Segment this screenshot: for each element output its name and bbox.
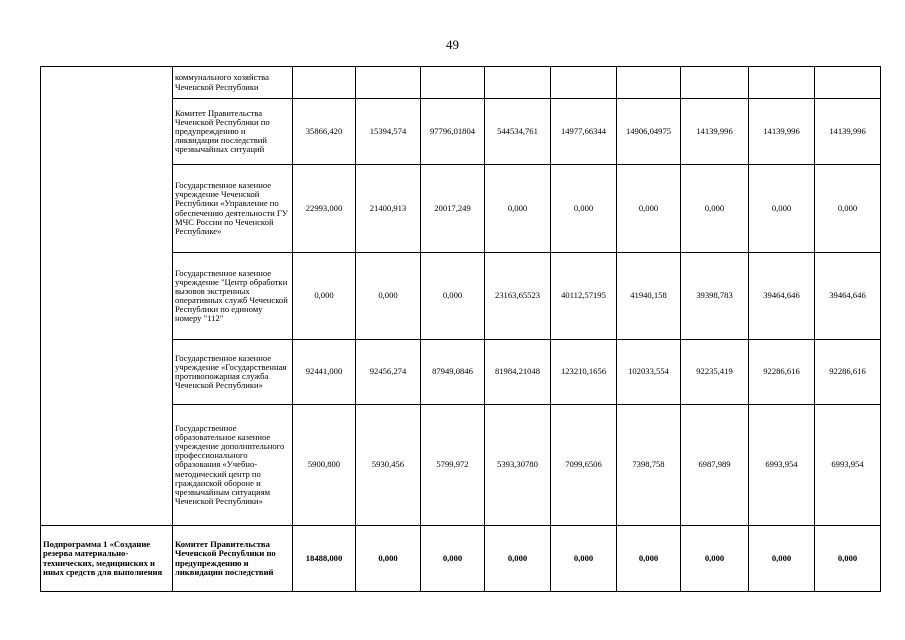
value-cell: 35866,420 (293, 99, 356, 165)
value-cell: 0,000 (421, 526, 485, 592)
value-cell: 40112,57195 (551, 253, 617, 340)
value-cell: 6987,989 (681, 405, 749, 526)
value-cell: 87949,0846 (421, 340, 485, 405)
value-cell: 21400,913 (356, 165, 421, 253)
value-cell (421, 67, 485, 99)
executor-name: Государственное казенное учреждение Чеченской Республики «Управление по обеспечению деятельности ГУ МЧС России по Чеченской Республике» (173, 165, 293, 253)
value-cell: 0,000 (356, 526, 421, 592)
value-cell: 39464,646 (749, 253, 815, 340)
value-cell: 14139,996 (815, 99, 881, 165)
value-cell: 81984,21048 (485, 340, 551, 405)
value-cell: 20017,249 (421, 165, 485, 253)
value-cell: 0,000 (681, 165, 749, 253)
value-cell: 14977,66344 (551, 99, 617, 165)
value-cell: 0,000 (421, 253, 485, 340)
value-cell: 6993,954 (749, 405, 815, 526)
value-cell: 0,000 (815, 526, 881, 592)
value-cell: 18488,000 (293, 526, 356, 592)
value-cell: 92286,616 (815, 340, 881, 405)
executor-name: Государственное казенное учреждение "Центр обработки вызовов экстренных оперативных служб Чеченской Республики по единому номеру "112" (173, 253, 293, 340)
value-cell: 7099,6506 (551, 405, 617, 526)
value-cell (356, 67, 421, 99)
executor-name: Государственное образовательное казенное учреждение дополнительного профессионального образования «Учебно-методический центр по гражданской обороне и чрезвычайным ситуациям Чеченской Республики» (173, 405, 293, 526)
value-cell: 92286,616 (749, 340, 815, 405)
value-cell (551, 67, 617, 99)
value-cell: 7398,758 (617, 405, 681, 526)
value-cell: 5930,456 (356, 405, 421, 526)
value-cell: 92441,000 (293, 340, 356, 405)
value-cell (293, 67, 356, 99)
value-cell: 5799,972 (421, 405, 485, 526)
value-cell (815, 67, 881, 99)
value-cell: 0,000 (551, 165, 617, 253)
value-cell: 0,000 (617, 526, 681, 592)
executor-name: Комитет Правительства Чеченской Республики по предупреждению и ликвидации последствий (173, 526, 293, 592)
value-cell: 14906,04975 (617, 99, 681, 165)
value-cell: 0,000 (681, 526, 749, 592)
value-cell: 0,000 (749, 165, 815, 253)
value-cell: 41940,158 (617, 253, 681, 340)
value-cell: 0,000 (749, 526, 815, 592)
budget-table (40, 66, 881, 592)
value-cell (617, 67, 681, 99)
value-cell: 6993,954 (815, 405, 881, 526)
value-cell: 0,000 (617, 165, 681, 253)
executor-name: Комитет Правительства Чеченской Республики по предупреждению и ликвидации последствий чрезвычайных ситуаций (173, 99, 293, 165)
executor-name: Государственное казенное учреждение «Государственная противопожарная служба Чеченской Республики» (173, 340, 293, 405)
value-cell: 92235,419 (681, 340, 749, 405)
value-cell: 5900,800 (293, 405, 356, 526)
subprogram-row (41, 526, 881, 592)
value-cell: 102033,554 (617, 340, 681, 405)
value-cell: 0,000 (815, 165, 881, 253)
value-cell: 0,000 (485, 526, 551, 592)
executor-name: коммунального хозяйства Чеченской Республики (173, 67, 293, 99)
value-cell: 97796,01804 (421, 99, 485, 165)
value-cell (681, 67, 749, 99)
value-cell: 544534,761 (485, 99, 551, 165)
value-cell: 22993,000 (293, 165, 356, 253)
value-cell: 0,000 (485, 165, 551, 253)
value-cell: 0,000 (356, 253, 421, 340)
value-cell: 14139,996 (681, 99, 749, 165)
value-cell: 5393,30780 (485, 405, 551, 526)
value-cell: 0,000 (551, 526, 617, 592)
value-cell: 39398,783 (681, 253, 749, 340)
value-cell: 39464,646 (815, 253, 881, 340)
value-cell: 0,000 (293, 253, 356, 340)
empty-program-cell (41, 67, 173, 526)
page-number: 49 (446, 37, 459, 52)
value-cell: 23163,65523 (485, 253, 551, 340)
value-cell: 92456,274 (356, 340, 421, 405)
subprogram-label: Подпрограмма 1 «Создание резерва материально-технических, медицинских и иных средств для выполнения (41, 526, 173, 592)
value-cell: 15394,574 (356, 99, 421, 165)
value-cell: 123210,1656 (551, 340, 617, 405)
value-cell (485, 67, 551, 99)
table-row (41, 67, 881, 99)
value-cell (749, 67, 815, 99)
value-cell: 14139,996 (749, 99, 815, 165)
